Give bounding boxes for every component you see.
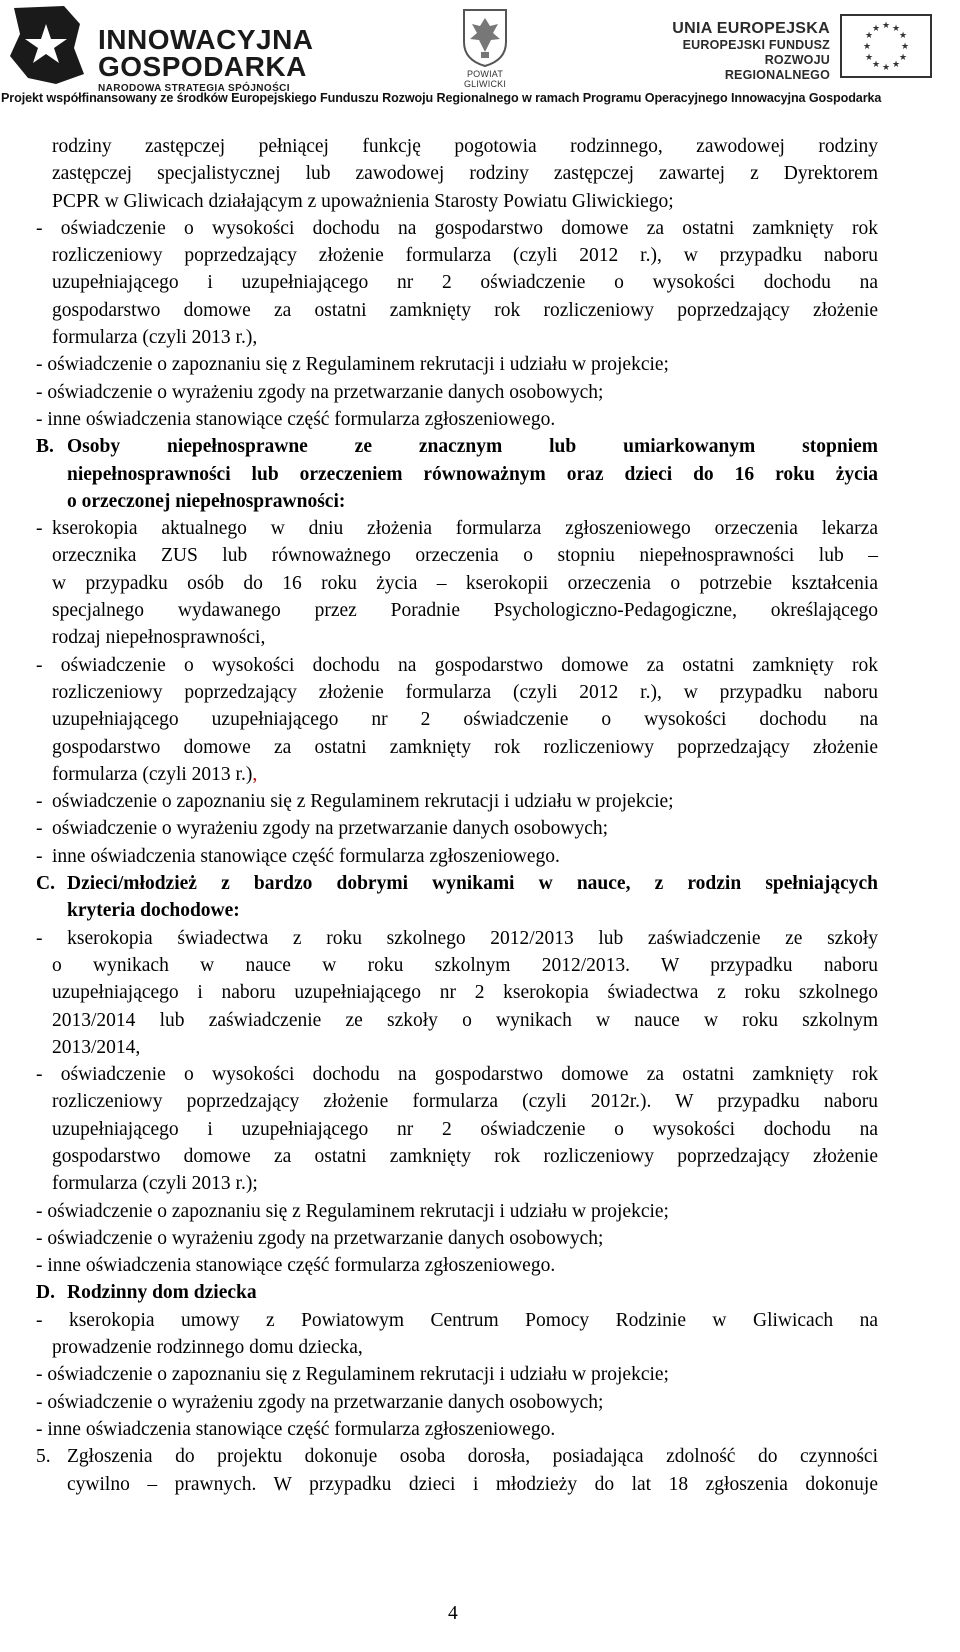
section-letter: C. <box>36 873 55 895</box>
svg-text:★: ★ <box>864 31 874 41</box>
section-b-heading: o orzeczonej niepełnosprawności: <box>67 490 346 512</box>
section-d-heading <box>36 1279 960 1306</box>
highlighted-comma: , <box>252 763 258 785</box>
logo-line-1: INNOWACYJNA <box>98 24 314 55</box>
ue-line-2: EUROPEJSKI FUNDUSZ <box>682 38 830 52</box>
text-line: rozliczeniowy poprzedzający złożenie formularza (czyli 2012r.). W przypadku naboru <box>52 1091 878 1113</box>
list-item: - oświadczenie o wysokości dochodu na gospodarstwo domowe za ostatni zamknięty rok <box>36 654 878 676</box>
section-b-heading: B. Osoby niepełnosprawne ze znacznym lub umiarkowanym stopniem <box>36 433 878 460</box>
list-item: - inne oświadczenia stanowiące część formularza zgłoszeniowego. <box>36 845 560 867</box>
svg-text:★: ★ <box>881 63 891 73</box>
list-item: - oświadczenie o zapoznaniu się z Regulaminem rekrutacji i udziału w projekcie; <box>36 1200 669 1222</box>
text-line: gospodarstwo domowe za ostatni zamknięty rok rozliczeniowy poprzedzający złożenie <box>52 299 878 321</box>
list-item: - oświadczenie o wyrażeniu zgody na przetwarzanie danych osobowych; <box>36 1391 604 1413</box>
list-item: - oświadczenie o zapoznaniu się z Regulaminem rekrutacji i udziału w projekcie; <box>36 1364 669 1386</box>
list-item: - kserokopia aktualnego w dniu złożenia formularza zgłoszeniowego orzeczenia lekarza <box>36 518 878 540</box>
svg-text:★: ★ <box>898 31 908 41</box>
text-line: cywilno – prawnych. W przypadku dzieci i młodzieży do lat 18 zgłoszenia dokonuje <box>67 1473 878 1495</box>
text-line: o wynikach w nauce w roku szkolnym 2012/2013. W przypadku naboru <box>52 954 878 976</box>
star-map-icon <box>6 4 86 86</box>
ue-line-1: UNIA EUROPEJSKA <box>672 20 830 37</box>
text-line: rozliczeniowy poprzedzający złożenie formularza (czyli 2012 r.), w przypadku naboru <box>52 245 878 267</box>
text-line: uzupełniającego uzupełniającego nr 2 oświadczenie o wysokości dochodu na <box>52 709 878 731</box>
text-line: zastępczej specjalistycznej lub zawodowej rodziny zastępczej zawartej z Dyrektorem <box>52 163 878 185</box>
page-number: 4 <box>448 1603 458 1624</box>
svg-text:★: ★ <box>864 53 874 63</box>
cofinance-statement: Projekt współfinansowany ze środków Europejskiego Funduszu Rozwoju Regionalnego w ramach Programu Operacyjnego Innowacyjna Gospodarka <box>1 91 882 105</box>
section-c-heading: C. Dzieci/młodzież z bardzo dobrymi wynikami w nauce, z rodzin spełniających <box>36 870 878 897</box>
text-line: PCPR w Gliwicach działającym z upoważnienia Starosty Powiatu Gliwickiego; <box>52 190 674 212</box>
numbered-paragraph: 5. Zgłoszenia do projektu dokonuje osoba dorosła, posiadająca zdolność do czynności <box>36 1443 878 1470</box>
list-item: - oświadczenie o zapoznaniu się z Regulaminem rekrutacji i udziału w projekcie; <box>36 354 669 376</box>
text-line: orzecznika ZUS lub równoważnego orzeczenia o stopniu niepełnosprawności lub – <box>52 545 878 567</box>
paragraph-number: 5. <box>36 1446 51 1468</box>
svg-text:★: ★ <box>898 53 908 63</box>
text-line: uzupełniającego i uzupełniającego nr 2 oświadczenie o wysokości dochodu na <box>52 272 878 294</box>
section-b-heading: niepełnosprawności lub orzeczeniem równoważnym oraz dzieci do 16 roku życia <box>67 463 878 485</box>
logo-line-2: GOSPODARKA <box>98 51 307 82</box>
section-letter: B. <box>36 436 54 458</box>
list-item: - oświadczenie o zapoznaniu się z Regulaminem rekrutacji i udziału w projekcie; <box>36 791 674 813</box>
text-line: gospodarstwo domowe za ostatni zamknięty rok rozliczeniowy poprzedzający złożenie <box>52 736 878 758</box>
text-line: prowadzenie rodzinnego domu dziecka, <box>52 1337 363 1359</box>
list-item: - oświadczenie o wyrażeniu zgody na przetwarzanie danych osobowych; <box>36 818 609 840</box>
list-item: - oświadczenie o wysokości dochodu na gospodarstwo domowe za ostatni zamknięty rok <box>36 217 878 239</box>
eu-flag-icon <box>840 14 932 78</box>
list-item: - oświadczenie o wysokości dochodu na gospodarstwo domowe za ostatni zamknięty rok <box>36 1064 878 1086</box>
text-line: uzupełniającego i uzupełniającego nr 2 oświadczenie o wysokości dochodu na <box>52 1118 878 1140</box>
section-title: Rodzinny dom dziecka <box>67 1282 257 1304</box>
section-c-heading: kryteria dochodowe: <box>67 900 240 922</box>
text-line: formularza (czyli 2013 r.), <box>52 763 258 785</box>
text-line: uzupełniającego i naboru uzupełniającego nr 2 kserokopia świadectwa z roku szkolnego <box>52 982 878 1004</box>
unia-europejska-logo <box>660 12 956 88</box>
logo-line-3: NARODOWA STRATEGIA SPÓJNOŚCI <box>98 83 290 94</box>
coat-of-arms-icon <box>460 6 510 68</box>
svg-text:★: ★ <box>891 60 901 70</box>
svg-text:★: ★ <box>900 42 910 52</box>
svg-text:★: ★ <box>881 21 891 31</box>
list-item: - kserokopia umowy z Powiatowym Centrum Pomocy Rodzinie w Gliwicach na <box>36 1309 878 1331</box>
svg-text:★: ★ <box>871 24 881 34</box>
text-line: formularza (czyli 2013 r.), <box>52 327 258 349</box>
innowacyjna-gospodarka-logo <box>4 4 314 94</box>
text-line: rodzaj niepełnosprawności, <box>52 627 266 649</box>
list-item: - inne oświadczenia stanowiące część formularza zgłoszeniowego. <box>36 408 556 430</box>
powiat-label: POWIAT GLIWICKI <box>463 69 507 89</box>
svg-text:★: ★ <box>862 42 872 52</box>
document-body <box>0 133 960 1498</box>
section-letter: D. <box>36 1282 55 1304</box>
ue-line-3: ROZWOJU REGIONALNEGO <box>724 53 830 82</box>
text-line: rozliczeniowy poprzedzający złożenie formularza (czyli 2012 r.), w przypadku naboru <box>52 681 878 703</box>
text-line: 2013/2014, <box>52 1036 141 1058</box>
svg-text:★: ★ <box>871 60 881 70</box>
list-item: - inne oświadczenia stanowiące część formularza zgłoszeniowego. <box>36 1418 556 1440</box>
list-item: - inne oświadczenia stanowiące część formularza zgłoszeniowego. <box>36 1255 556 1277</box>
text-line: gospodarstwo domowe za ostatni zamknięty rok rozliczeniowy poprzedzający złożenie <box>52 1145 878 1167</box>
list-item: - oświadczenie o wyrażeniu zgody na przetwarzanie danych osobowych; <box>36 381 604 403</box>
text-line: rodziny zastępczej pełniącej funkcję pogotowia rodzinnego, zawodowej rodziny <box>52 136 878 157</box>
list-item: - kserokopia świadectwa z roku szkolnego 2012/2013 lub zaświadczenie ze szkoły <box>36 927 878 949</box>
svg-text:★: ★ <box>891 24 901 34</box>
page-header <box>0 0 960 112</box>
text-line: 2013/2014 lub zaświadczenie ze szkoły o wynikach w nauce w roku szkolnym <box>52 1009 878 1031</box>
text-line: formularza (czyli 2013 r.); <box>52 1173 258 1195</box>
text-line: w przypadku osób do 16 roku życia – kserokopii orzeczenia o potrzebie kształcenia <box>52 572 878 594</box>
powiat-gliwicki-logo <box>450 6 520 90</box>
list-item: - oświadczenie o wyrażeniu zgody na przetwarzanie danych osobowych; <box>36 1227 604 1249</box>
text-line: specjalnego wydawanego przez Poradnie Psychologiczno-Pedagogiczne, określającego <box>52 600 878 622</box>
